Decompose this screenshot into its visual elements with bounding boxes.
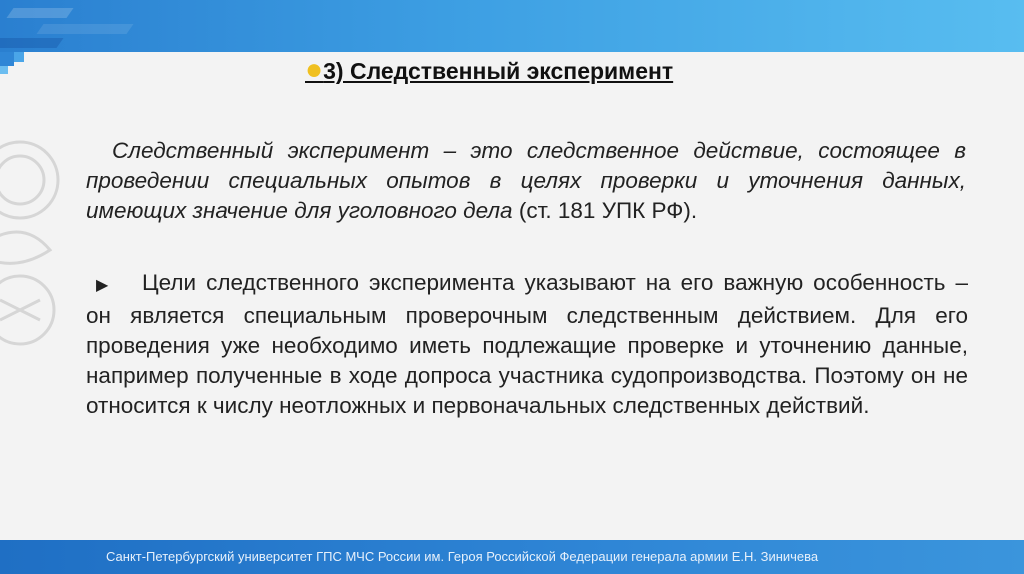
watermark-emblem-icon [0,120,70,360]
decor-square [14,52,24,62]
slide-title [305,53,674,86]
header-stripe [36,24,133,34]
header-bar [0,0,1024,52]
definition-reference: (ст. 181 УПК РФ). [518,198,698,223]
definition-paragraph [86,136,966,226]
decor-square [0,52,14,66]
header-stripe [6,8,73,18]
decor-square [0,66,8,74]
triangle-bullet-icon: ▶ [96,277,109,294]
bullet-text: Цели следственного эксперимента указывают на его важную особенность – он является специальным проверочным следственным действием. Для его проведения уже необходимо иметь подлежащие проверке и уточнению данные, например полученные в ходе допроса участника судопроизводства. Поэтому он не относится к числу неотложных и первоначальных следственных действий. [86,270,968,418]
footer-bar [0,540,1024,574]
definition-text: Следственный эксперимент – это следственное действие, состоящее в проведении специальных опытов в целях проверки и уточнения данных, имеющих значение для уголовного дела [86,138,966,223]
bullet-paragraph [86,268,968,421]
footer-text: Санкт-Петербургский университет ГПС МЧС России им. Героя Российской Федерации генерала армии Е.Н. Зиничева [106,549,819,564]
title-bullet-icon: ● [305,53,324,86]
slide-title-text: 3) Следственный эксперимент [323,58,674,84]
header-stripe [0,38,64,48]
